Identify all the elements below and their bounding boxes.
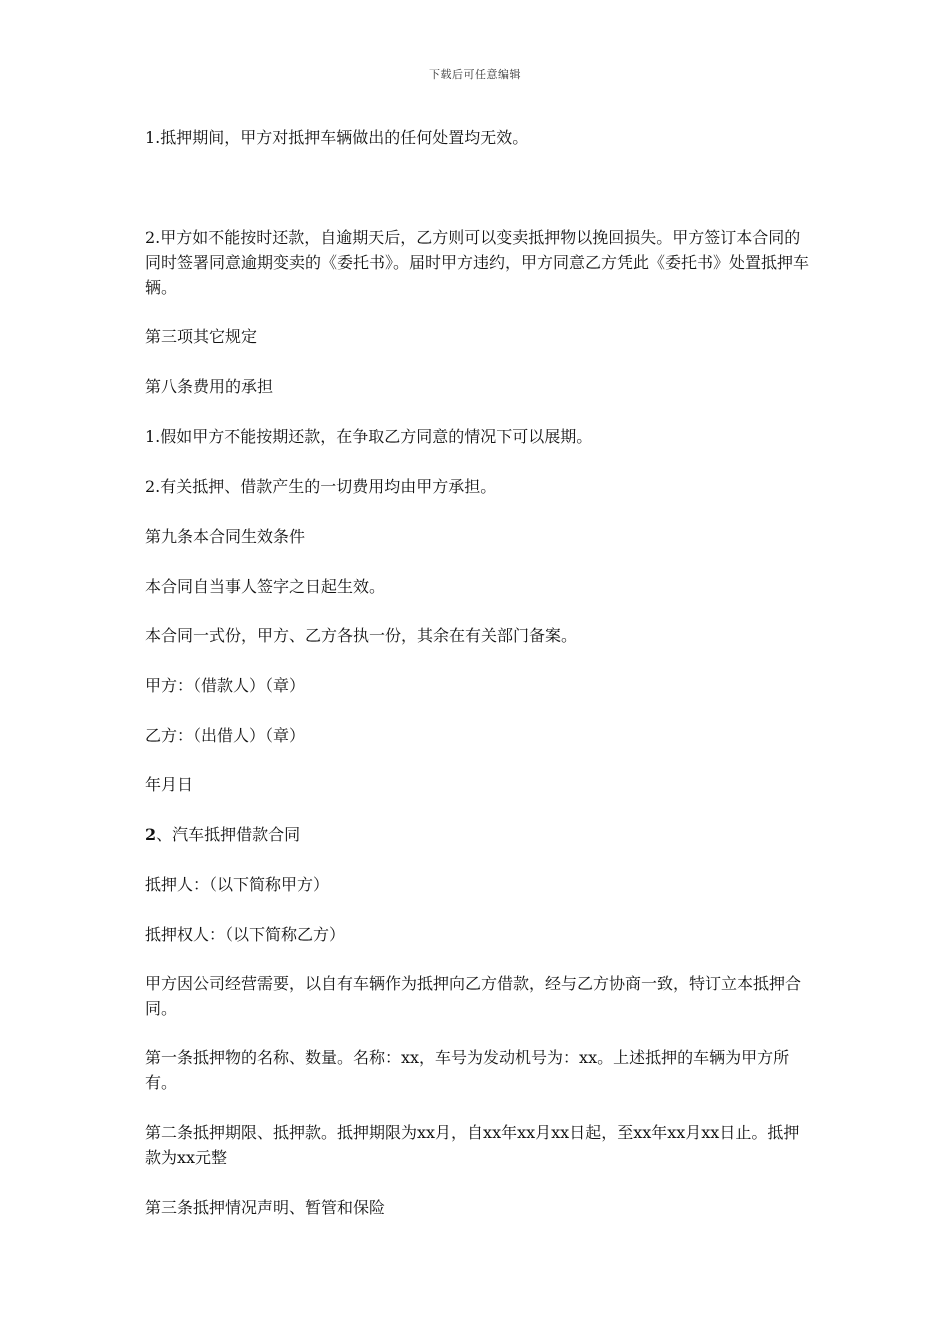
mortgagee-line: 抵押权人：（以下简称乙方） (145, 925, 346, 944)
clause-expenses: 2.有关抵押、借款产生的一切费用均由甲方承担。 (145, 477, 497, 496)
party-a-signature-line: 甲方：（借款人）（章） (145, 676, 306, 695)
contract-number: 2 (145, 825, 157, 844)
article-heading-9: 第九条本合同生效条件 (145, 527, 306, 546)
contract-title-text: 、汽车抵押借款合同 (156, 825, 301, 844)
article-heading-8: 第八条费用的承担 (145, 377, 274, 396)
date-line: 年月日 (145, 775, 194, 794)
article-2-term: 第二条抵押期限、抵押款。抵押期限为xx月，自xx年xx月xx日起，至xx年xx月xx日止。抵押款为xx元整 (145, 1123, 800, 1167)
clause-copies: 本合同一式份，甲方、乙方各执一份，其余在有关部门备案。 (145, 626, 578, 645)
section-heading-other-rules: 第三项其它规定 (145, 327, 258, 346)
clause-effective: 本合同自当事人签字之日起生效。 (145, 577, 386, 596)
contract-title-2 (145, 822, 300, 847)
contract-preamble: 甲方因公司经营需要，以自有车辆作为抵押向乙方借款，经与乙方协商一致，特订立本抵押合同。 (145, 974, 802, 1018)
page-header: 下载后可任意编辑 (429, 68, 521, 81)
party-b-signature-line: 乙方：（出借人）（章） (145, 726, 306, 745)
article-3-heading: 第三条抵押情况声明、暂管和保险 (145, 1198, 386, 1217)
mortgagor-line: 抵押人：（以下简称甲方） (145, 875, 330, 894)
article-1-collateral: 第一条抵押物的名称、数量。名称：xx，车号为发动机号为：xx。上述抵押的车辆为甲方所有。 (145, 1048, 790, 1092)
clause-disposal-invalid: 1.抵押期间，甲方对抵押车辆做出的任何处置均无效。 (145, 128, 529, 147)
clause-extension: 1.假如甲方不能按期还款，在争取乙方同意的情况下可以展期。 (145, 427, 593, 446)
clause-overdue-sale: 2.甲方如不能按时还款，自逾期天后，乙方则可以变卖抵押物以挽回损失。甲方签订本合同的同时签署同意逾期变卖的《委托书》。届时甲方违约，甲方同意乙方凭此《委托书》处置抵押车辆。 (145, 228, 810, 297)
